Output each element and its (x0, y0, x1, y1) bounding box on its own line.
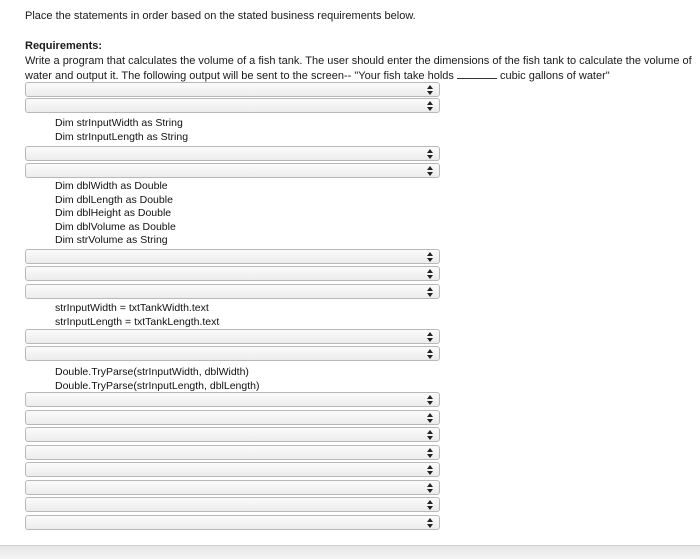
order-select-9[interactable] (25, 346, 440, 361)
code-line: Dim strInputWidth as String (55, 117, 183, 129)
order-select-10[interactable] (25, 392, 440, 407)
code-line: Dim strInputLength as String (55, 130, 189, 143)
order-select-11[interactable] (25, 410, 440, 425)
code-block-1 (55, 117, 188, 144)
select-arrows-icon (427, 518, 433, 528)
order-select-15[interactable] (25, 480, 440, 495)
select-arrows-icon (427, 287, 433, 297)
select-arrows-icon (427, 349, 433, 359)
code-block-2 (55, 180, 176, 248)
order-select-8[interactable] (25, 329, 440, 344)
order-select-5[interactable] (25, 249, 440, 264)
select-arrows-icon (427, 269, 433, 279)
code-block-4 (55, 366, 259, 393)
select-arrows-icon (427, 252, 433, 262)
answer-blank (457, 68, 497, 79)
order-select-2[interactable] (25, 98, 440, 113)
code-line: Dim dblVolume as Double (55, 220, 176, 233)
order-select-13[interactable] (25, 445, 440, 460)
code-line: Dim dblLength as Double (55, 193, 173, 206)
requirements-text-part1: Write a program that calculates the volume of a fish tank. The user should enter the dimensions of the fish tank to calculate the volume of water and output it. The following output will be sent to the screen-- "Your fish take holds (25, 55, 692, 82)
code-line: strInputLength = txtTankLength.text (55, 315, 220, 328)
select-arrows-icon (427, 149, 433, 159)
order-select-3[interactable] (25, 146, 440, 161)
order-select-16[interactable] (25, 497, 440, 512)
code-line: Double.TryParse(strInputWidth, dblWidth) (55, 366, 249, 378)
select-arrows-icon (427, 483, 433, 493)
order-select-4[interactable] (25, 163, 440, 178)
code-line: Dim strVolume as String (55, 234, 168, 247)
instruction-text: Place the statements in order based on the stated business requirements below. (25, 10, 416, 22)
select-arrows-icon (427, 448, 433, 458)
select-arrows-icon (427, 166, 433, 176)
select-arrows-icon (427, 395, 433, 405)
code-block-3 (55, 302, 219, 329)
code-line: Dim dblWidth as Double (55, 180, 168, 192)
page-footer-bar (0, 545, 700, 559)
requirements-text (25, 54, 695, 83)
select-arrows-icon (427, 413, 433, 423)
order-select-14[interactable] (25, 462, 440, 477)
code-line: Dim dblHeight as Double (55, 207, 172, 220)
requirements-heading: Requirements: (25, 40, 103, 52)
code-line: Double.TryParse(strInputLength, dblLength) (55, 379, 260, 392)
order-select-1[interactable] (25, 82, 440, 97)
order-select-7[interactable] (25, 284, 440, 299)
order-select-17[interactable] (25, 515, 440, 530)
code-line: strInputWidth = txtTankWidth.text (55, 302, 209, 314)
select-arrows-icon (427, 332, 433, 342)
select-arrows-icon (427, 500, 433, 510)
requirements-text-part2: cubic gallons of water" (496, 70, 610, 82)
select-arrows-icon (427, 85, 433, 95)
order-select-6[interactable] (25, 266, 440, 281)
select-arrows-icon (427, 430, 433, 440)
select-arrows-icon (427, 465, 433, 475)
order-select-12[interactable] (25, 427, 440, 442)
select-arrows-icon (427, 101, 433, 111)
